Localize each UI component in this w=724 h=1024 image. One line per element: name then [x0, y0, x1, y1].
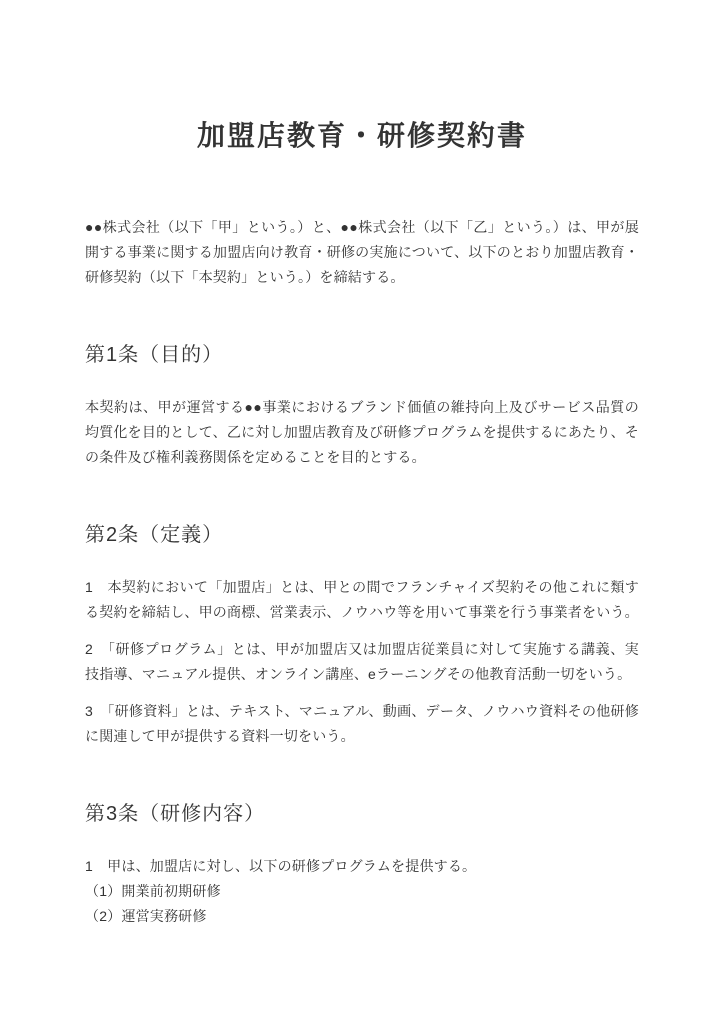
article-2-section: [85, 521, 639, 749]
article-3-list-item-1: （1）開業前初期研修: [85, 883, 221, 899]
article-2-clause-3: 3 「研修資料」とは、テキスト、マニュアル、動画、データ、ノウハウ資料その他研修に関連して甲が提供する資料一切をいう。: [85, 703, 639, 744]
article-3-heading: 第3条（研修内容）: [85, 803, 266, 825]
document-title: 加盟店教育・研修契約書: [196, 120, 527, 151]
article-1-heading: 第1条（目的）: [85, 344, 224, 366]
article-1-section: [85, 341, 639, 470]
article-2-heading: 第2条（定義）: [85, 524, 224, 546]
article-2-clause-1: 1 本契約において「加盟店」とは、甲との間でフランチャイズ契約その他これに類する契約を締結し、甲の商標、営業表示、ノウハウ等を用いて事業を行う事業者をいう。: [85, 579, 639, 620]
article-1-body: 本契約は、甲が運営する●●事業におけるブランド価値の維持向上及びサービス品質の均質化を目的として、乙に対し加盟店教育及び研修プログラムを提供するにあたり、その条件及び権利義務関係を定めることを目的とする。: [85, 399, 639, 465]
article-3-list-item-2: （2）運営実務研修: [85, 908, 207, 924]
preamble-paragraph: ●●株式会社（以下「甲」という。）と、●●株式会社（以下「乙」という。）は、甲が展開する事業に関する加盟店向け教育・研修の実施について、以下のとおり加盟店教育・研修契約（以下「本契約」という。）を締結する。: [85, 219, 639, 285]
contract-document-page: [85, 0, 639, 989]
article-2-clause-2: 2 「研修プログラム」とは、甲が加盟店又は加盟店従業員に対して実施する講義、実技指導、マニュアル提供、オンライン講座、eラーニングその他教育活動一切をいう。: [85, 641, 639, 682]
article-3-section: [85, 800, 639, 929]
article-3-clause-1: 1 甲は、加盟店に対し、以下の研修プログラムを提供する。: [85, 858, 477, 874]
